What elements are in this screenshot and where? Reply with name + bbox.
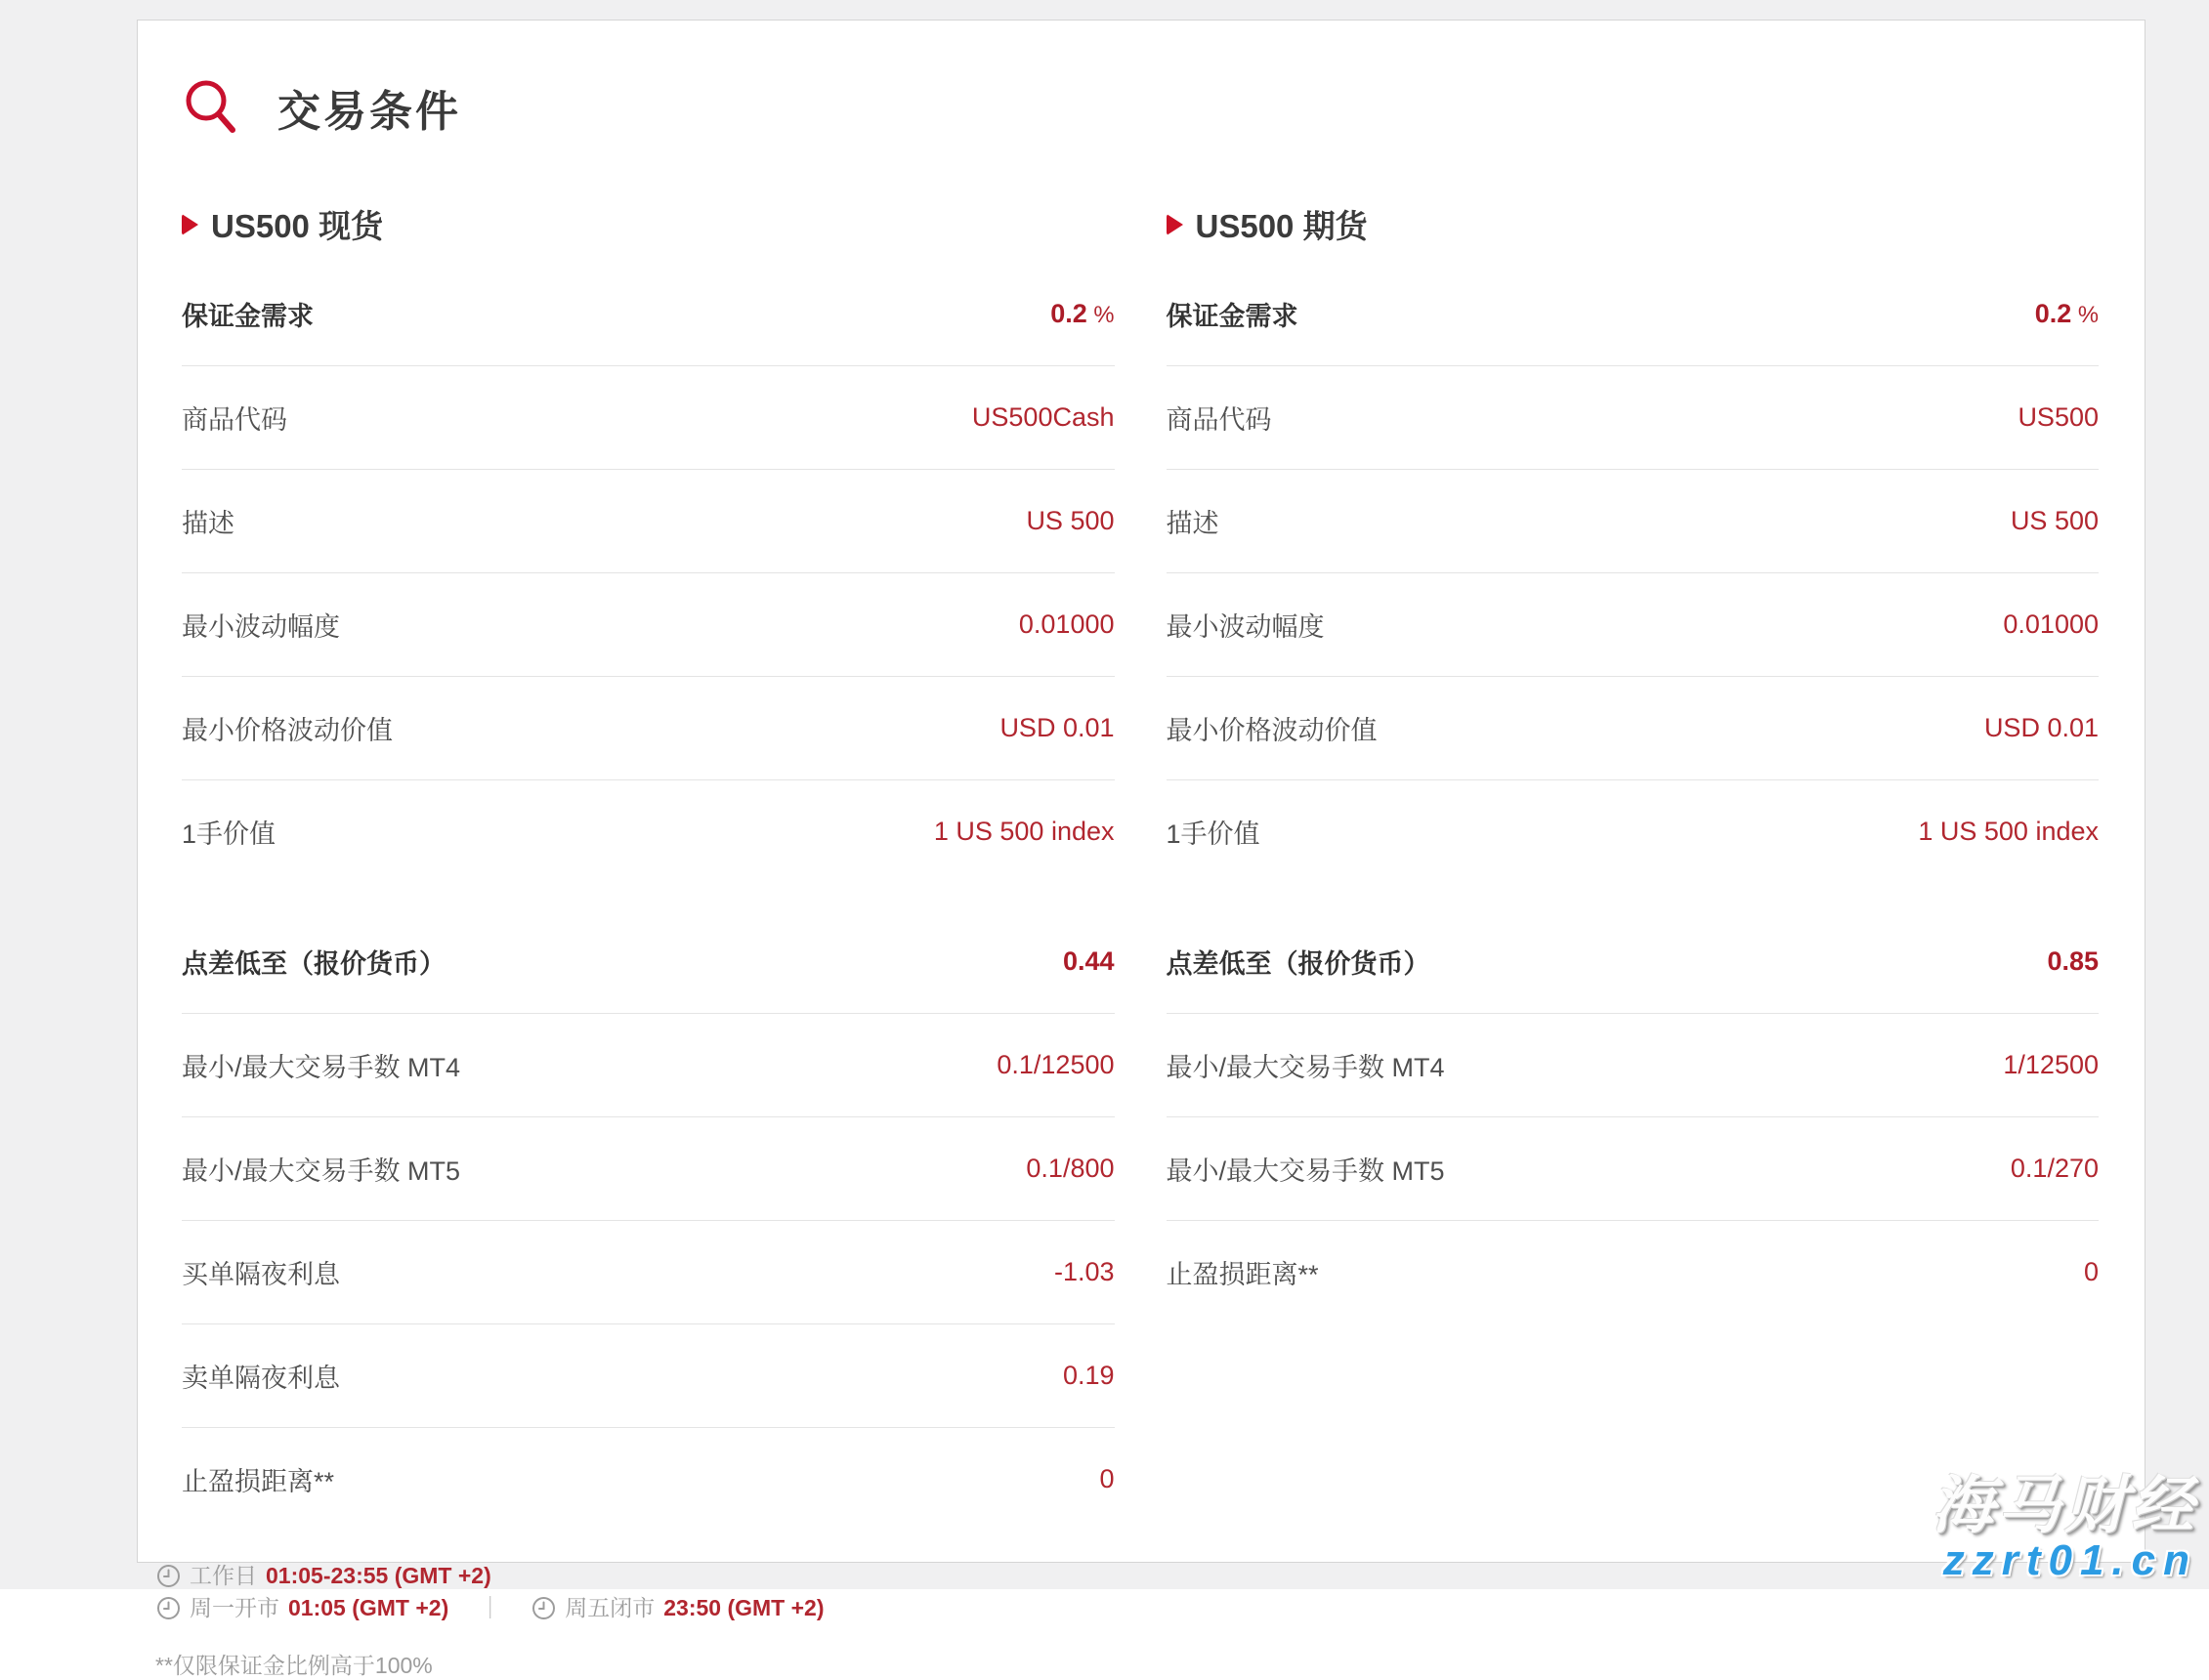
row-value: 0.2 % xyxy=(2034,299,2099,328)
row-value: 1 US 500 index xyxy=(1918,817,2099,846)
row-value: 0.85 xyxy=(2047,946,2099,976)
spot-column xyxy=(155,193,1115,1680)
row-value: -1.03 xyxy=(1053,1257,1115,1286)
row-label: 点差低至（报价货币） xyxy=(182,949,446,979)
row-value: 0.19 xyxy=(1062,1361,1115,1390)
page-title: 交易条件 xyxy=(277,88,461,136)
futures-trading-group xyxy=(1167,910,2100,1323)
table-row xyxy=(182,366,1115,470)
row-label: 最小价格波动价值 xyxy=(1166,716,1378,745)
margin-footnote: **仅限保证金比例高于100% xyxy=(155,1653,433,1678)
row-value: US500Cash xyxy=(971,402,1115,432)
row-value: 1/12500 xyxy=(2003,1050,2099,1079)
table-row xyxy=(1167,470,2100,573)
futures-section-title[interactable] xyxy=(1167,201,2100,247)
row-value: US500 xyxy=(2018,402,2099,432)
row-label: 1手价值 xyxy=(1166,819,1260,849)
futures-main-group xyxy=(1167,263,2100,883)
spot-section-title[interactable] xyxy=(182,201,1115,247)
table-row xyxy=(182,1014,1115,1117)
table-row xyxy=(182,677,1115,780)
row-label: 商品代码 xyxy=(182,405,287,435)
futures-title-label: US500 期货 xyxy=(1195,208,1368,244)
row-value: USD 0.01 xyxy=(1983,713,2099,742)
spot-title-label: US500 现货 xyxy=(211,208,384,244)
row-label: 最小价格波动价值 xyxy=(182,716,393,745)
row-value: US 500 xyxy=(1026,506,1115,535)
row-value: 0.44 xyxy=(1062,946,1115,976)
separator: ｜ xyxy=(479,1595,502,1620)
row-label: 保证金需求 xyxy=(1166,302,1298,331)
row-label: 买单隔夜利息 xyxy=(182,1260,340,1289)
table-row xyxy=(182,1117,1115,1221)
row-label: 商品代码 xyxy=(1166,405,1272,435)
clock-icon xyxy=(156,1596,181,1620)
monday-open-label: 周一开市 xyxy=(190,1595,279,1620)
clock-icon xyxy=(531,1596,556,1620)
spot-trading-group xyxy=(182,910,1115,1531)
row-value: 0 xyxy=(1099,1464,1115,1493)
table-row xyxy=(1167,1014,2100,1117)
row-label: 描述 xyxy=(1166,509,1219,538)
row-value: US 500 xyxy=(2010,506,2099,535)
row-label: 卖单隔夜利息 xyxy=(182,1364,340,1393)
row-value: 0.1/800 xyxy=(1026,1154,1115,1183)
open-close-line xyxy=(156,1592,1115,1624)
row-label: 最小/最大交易手数 MT5 xyxy=(1166,1156,1445,1186)
watermark-site-url: zzrt01.cn xyxy=(1942,1535,2197,1584)
table-row xyxy=(182,470,1115,573)
monday-open-time: 01:05 (GMT +2) xyxy=(288,1595,449,1620)
trading-hours xyxy=(156,1560,1115,1624)
row-label: 描述 xyxy=(182,509,234,538)
row-value: 0.1/12500 xyxy=(997,1050,1115,1079)
clock-icon xyxy=(156,1564,181,1588)
table-row xyxy=(182,1324,1115,1428)
table-row xyxy=(1167,366,2100,470)
table-row xyxy=(1167,677,2100,780)
table-row xyxy=(1167,263,2100,366)
row-label: 最小/最大交易手数 MT4 xyxy=(1166,1053,1445,1082)
row-value: USD 0.01 xyxy=(999,713,1115,742)
row-value: 0.2 % xyxy=(1050,299,1115,328)
table-row xyxy=(182,780,1115,883)
row-label: 最小波动幅度 xyxy=(182,612,340,642)
table-row xyxy=(1167,1221,2100,1323)
table-row xyxy=(1167,910,2100,1014)
table-row xyxy=(182,573,1115,677)
row-value: 1 US 500 index xyxy=(933,817,1115,846)
row-label: 止盈损距离** xyxy=(182,1467,335,1496)
row-value: 0.01000 xyxy=(2003,609,2099,639)
row-value: 0.01000 xyxy=(1018,609,1115,639)
row-label: 最小波动幅度 xyxy=(1166,612,1325,642)
row-value: 0.1/270 xyxy=(2010,1154,2099,1183)
futures-column xyxy=(1167,193,2100,1680)
weekday-label: 工作日 xyxy=(190,1563,257,1588)
weekday-hours-line xyxy=(156,1560,1115,1592)
row-label: 点差低至（报价货币） xyxy=(1166,949,1430,979)
magnifier-icon xyxy=(182,78,238,137)
watermark-site-name: 海马财经 xyxy=(1932,1469,2197,1540)
row-label: 最小/最大交易手数 MT5 xyxy=(182,1156,461,1186)
weekday-time: 01:05-23:55 (GMT +2) xyxy=(266,1563,491,1588)
table-row xyxy=(1167,573,2100,677)
table-row xyxy=(1167,780,2100,883)
row-label: 止盈损距离** xyxy=(1166,1260,1319,1289)
page-header xyxy=(182,76,2099,139)
table-row xyxy=(182,1221,1115,1324)
friday-close-time: 23:50 (GMT +2) xyxy=(663,1595,825,1620)
table-row xyxy=(1167,1117,2100,1221)
table-row xyxy=(182,263,1115,366)
friday-close-label: 周五闭市 xyxy=(565,1595,656,1620)
triangle-icon xyxy=(1167,214,1183,235)
columns xyxy=(155,193,2099,1680)
row-value: 0 xyxy=(2083,1257,2099,1286)
row-label: 1手价值 xyxy=(182,819,276,849)
triangle-icon xyxy=(182,214,198,235)
row-label: 保证金需求 xyxy=(182,302,314,331)
table-row xyxy=(182,910,1115,1014)
row-label: 最小/最大交易手数 MT4 xyxy=(182,1053,461,1082)
spot-main-group xyxy=(182,263,1115,883)
table-row xyxy=(182,1428,1115,1531)
